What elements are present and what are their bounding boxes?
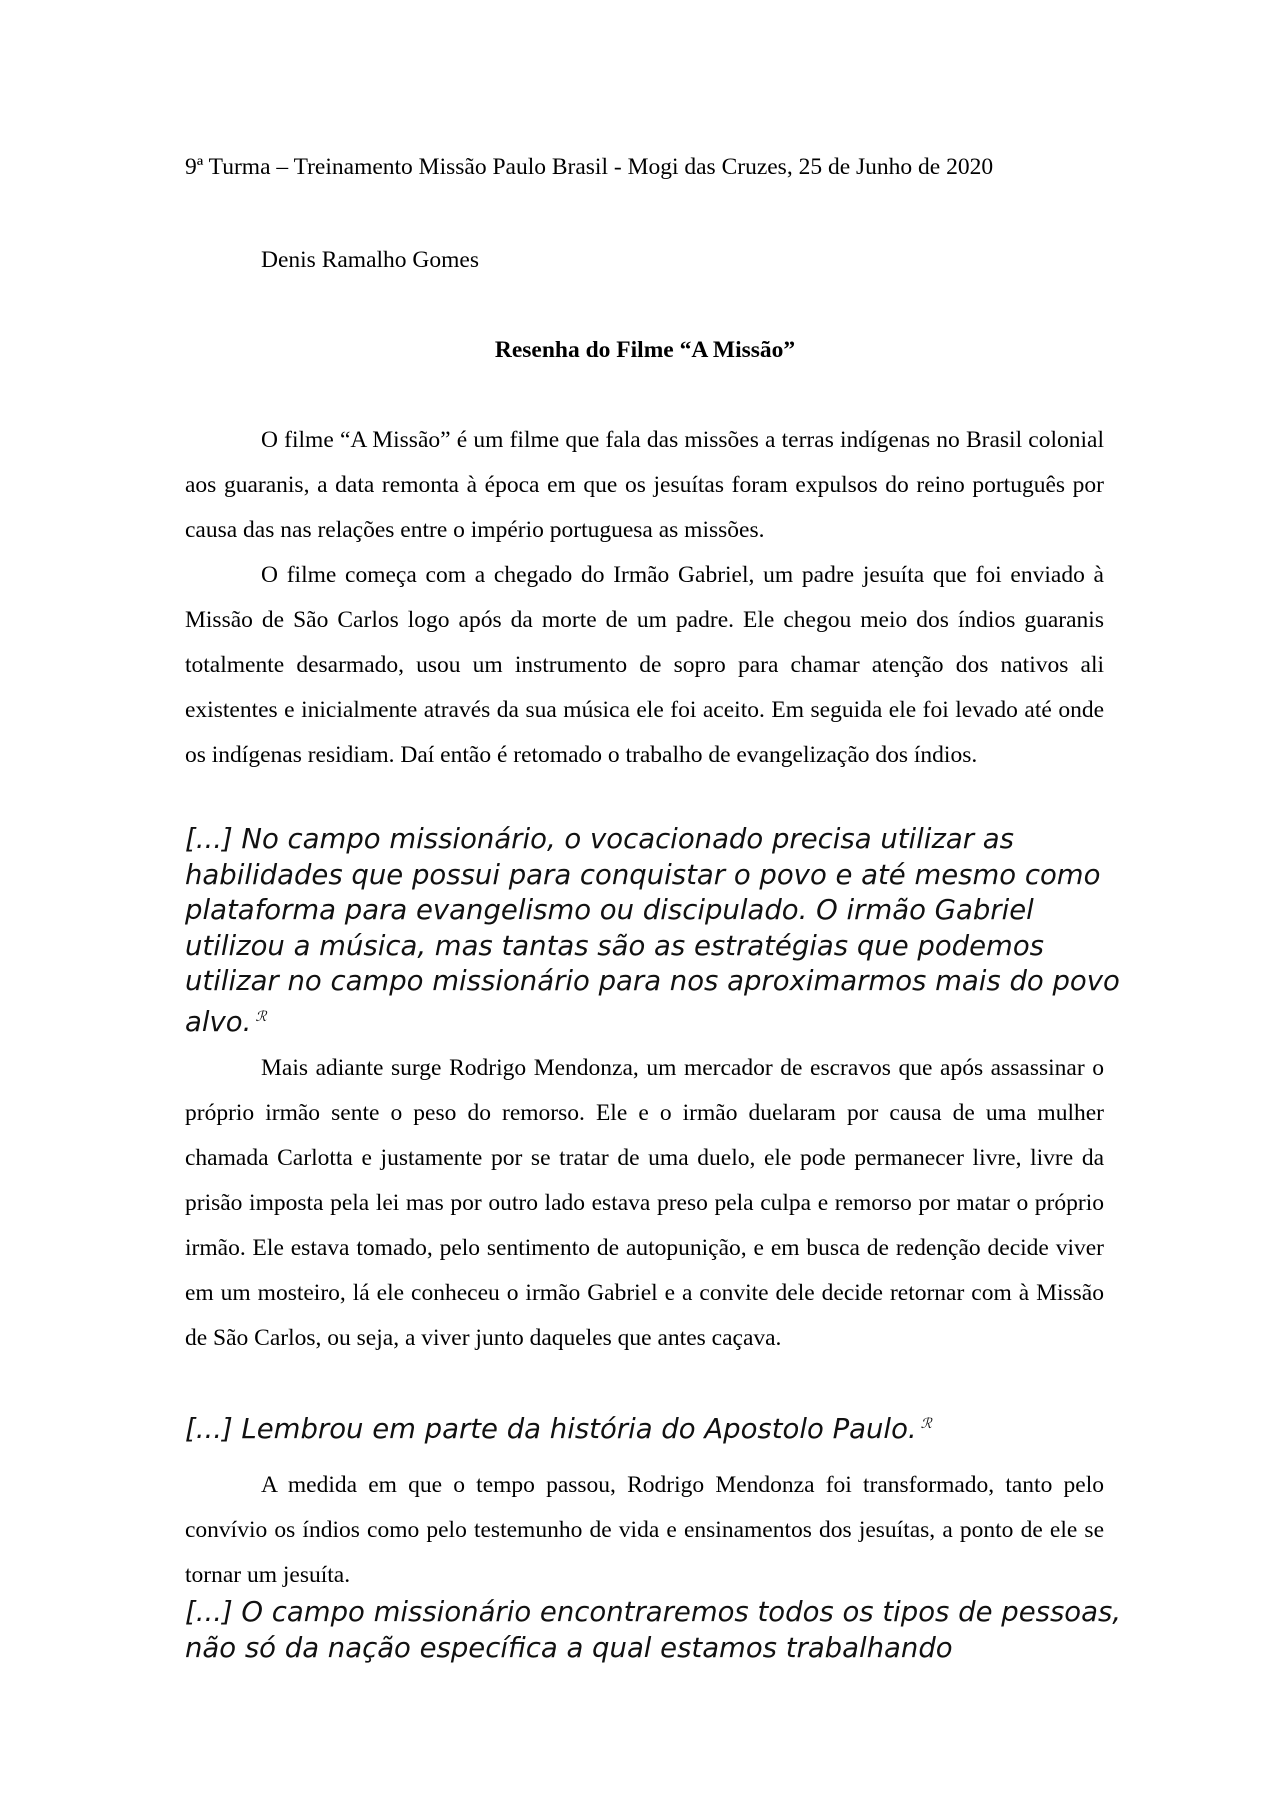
- paragraph-gabriel: O filme começa com a chegado do Irmão Gabriel, um padre jesuíta que foi enviado à Missão de São Carlos logo após da morte de um padre. Ele chegou meio dos índios guaranis totalmente desarmado, usou um instrumento de sopro para chamar atenção dos nativos ali existentes e inicialmente através da sua música ele foi aceito. Em seguida ele foi levado até onde os indígenas residiam. Daí então é retomado o trabalho de evangelização dos índios.: [185, 562, 1104, 768]
- quote-text: [...] No campo missionário, o vocacionado precisa utilizar as habilidades que possui para conquistar o povo e até mesmo como plataforma para evangelismo ou discipulado. O irmão Gabriel utilizou a música, mas tantas são as estratégias que podemos utilizar no campo missionário para nos aproximarmos mais do povo alvo.: [185, 823, 1120, 1038]
- quote-mark-icon: ℛ: [920, 1416, 932, 1432]
- document-title: Resenha do Filme “A Missão”: [494, 337, 796, 363]
- quote-block: [185, 822, 1125, 1040]
- paragraph-transformation: A medida em que o tempo passou, Rodrigo Mendonza foi transformado, tanto pelo convívio os índios como pelo testemunho de vida e ensinamentos dos jesuítas, a ponto de ele se tornar um jesuíta.: [185, 1472, 1104, 1588]
- quote-block: [185, 1595, 1125, 1666]
- paragraph-intro: O filme “A Missão” é um filme que fala das missões a terras indígenas no Brasil colonial aos guaranis, a data remonta à época em que os jesuítas foram expulsos do reino português por causa das nas relações entre o império portuguesa as missões.: [185, 427, 1104, 543]
- quote-text: [...] Lembrou em parte da história do Apostolo Paulo.: [185, 1413, 917, 1446]
- author-name: Denis Ramalho Gomes: [261, 247, 479, 273]
- quote-mark-icon: ℛ: [255, 1008, 267, 1025]
- paragraph-rodrigo: Mais adiante surge Rodrigo Mendonza, um mercador de escravos que após assassinar o próprio irmão sente o peso do remorso. Ele e o irmão duelaram por causa de uma mulher chamada Carlotta e justamente por se tratar de uma duelo, ele pode permanecer livre, livre da prisão imposta pela lei mas por outro lado estava preso pela culpa e remorso por matar o próprio irmão. Ele estava tomado, pelo sentimento de autopunição, e em busca de redenção decide viver em um mosteiro, lá ele conheceu o irmão Gabriel e a convite dele decide retornar com à Missão de São Carlos, ou seja, a viver junto daqueles que antes caçava.: [185, 1055, 1104, 1351]
- quote-block: [185, 1407, 1125, 1448]
- document-header: 9ª Turma – Treinamento Missão Paulo Brasil - Mogi das Cruzes, 25 de Junho de 2020: [185, 154, 994, 180]
- quote-text: [...] O campo missionário encontraremos todos os tipos de pessoas, não só da nação específica a qual estamos trabalhando: [185, 1596, 1122, 1664]
